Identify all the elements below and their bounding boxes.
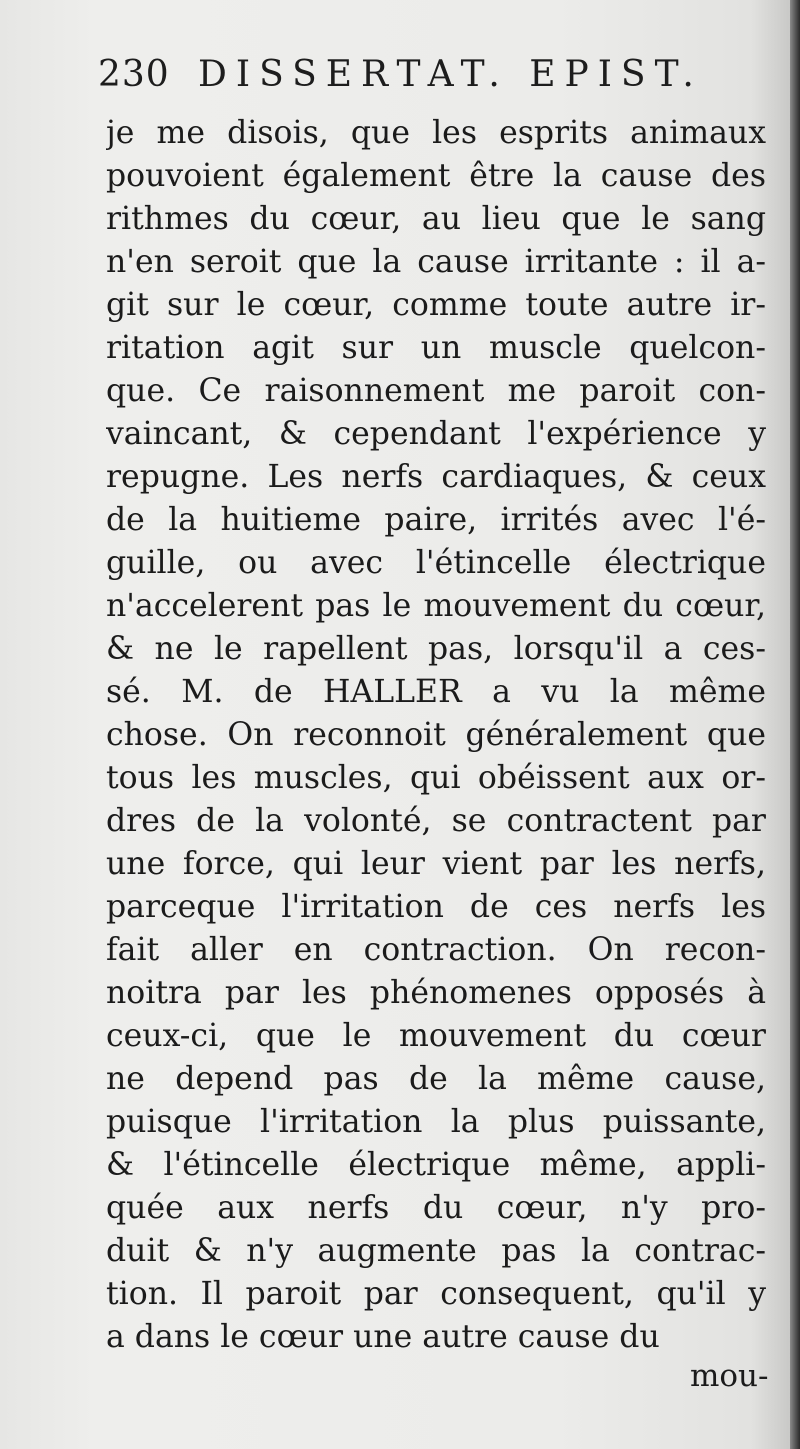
page-number: 230 [98,54,170,95]
text-line: guille, ou avec l'étincelle électrique [106,545,766,581]
text-line: vaincant, & cependant l'expérience y [106,416,766,452]
text-line: parceque l'irritation de ces nerfs les [106,889,766,925]
text-line: duit & n'y augmente pas la contrac- [106,1233,766,1269]
text-line: pouvoient également être la cause des [106,158,766,194]
text-line: & ne le rapellent pas, lorsqu'il a ces- [106,631,766,667]
text-line: chose. On reconnoit généralement que [106,717,766,753]
text-line: ritation agit sur un muscle quelcon- [106,330,766,366]
text-line: tion. Il paroit par consequent, qu'il y [106,1276,766,1312]
page-edge-shadow [790,0,800,1449]
text-line: tous les muscles, qui obéissent aux or- [106,760,766,796]
text-line: rithmes du cœur, au lieu que le sang [106,201,766,237]
text-line: une force, qui leur vient par les nerfs, [106,846,766,882]
text-line: puisque l'irritation la plus puissante, [106,1104,766,1140]
text-line: je me disois, que les esprits animaux [106,115,766,151]
text-line: de la huitieme paire, irrités avec l'é- [106,502,766,538]
body-text [106,112,766,1359]
text-line: fait aller en contraction. On recon- [106,932,766,968]
text-line: ceux-ci, que le mouvement du cœur [106,1018,766,1054]
text-line: quée aux nerfs du cœur, n'y pro- [106,1190,766,1226]
text-line: sé. M. de HALLER a vu la même [106,674,766,710]
text-line: repugne. Les nerfs cardiaques, & ceux [106,459,766,495]
text-line: noitra par les phénomenes opposés à [106,975,766,1011]
text-line: n'accelerent pas le mouvement du cœur, [106,588,766,624]
text-line: git sur le cœur, comme toute autre ir- [106,287,766,323]
text-line: dres de la volonté, se contractent par [106,803,766,839]
text-line: ne depend pas de la même cause, [106,1061,766,1097]
running-header [98,48,703,108]
running-title: DISSERTAT. EPIST. [198,54,703,95]
catchword: mou- [690,1358,769,1394]
text-line: a dans le cœur une autre cause du [106,1319,660,1355]
text-line: & l'étincelle électrique même, appli- [106,1147,766,1183]
text-line: que. Ce raisonnement me paroit con- [106,373,766,409]
text-line: n'en seroit que la cause irritante : il a- [106,244,766,280]
